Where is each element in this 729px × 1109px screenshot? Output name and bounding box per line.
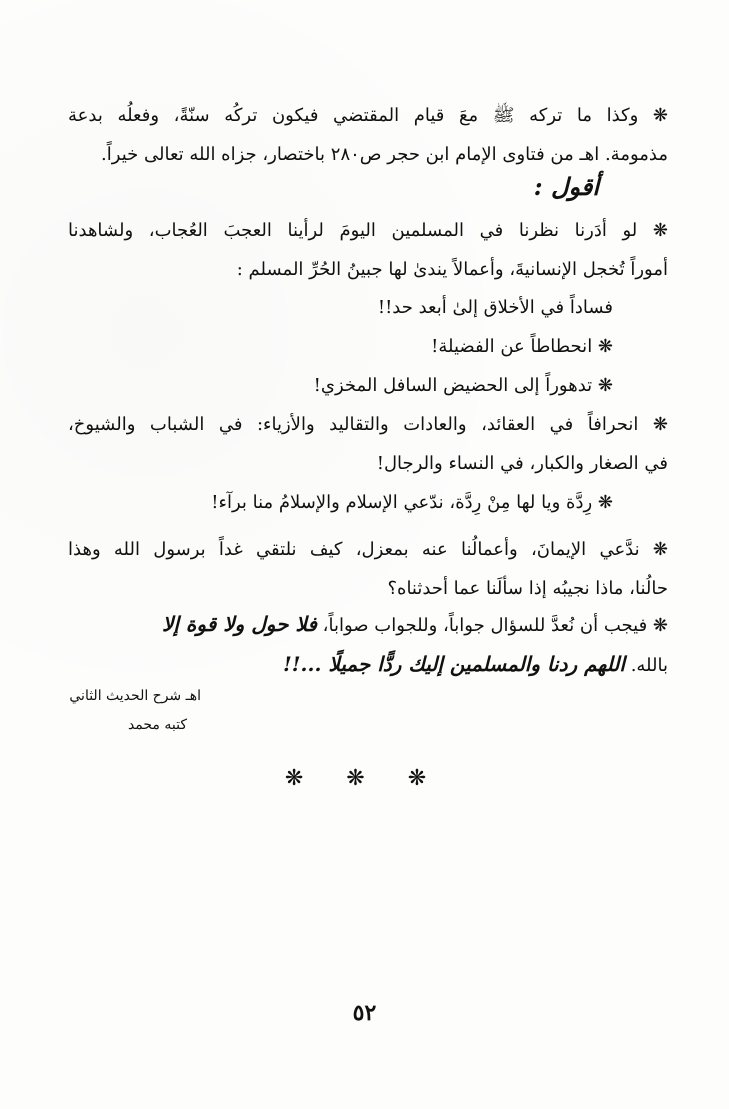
- para6-line-2: [68, 645, 668, 685]
- paragraph-3: [68, 405, 668, 483]
- list-item: ❋ انحطاطاً عن الفضيلة!: [431, 336, 613, 357]
- paragraph-2: [68, 211, 668, 289]
- list-item: فساداً في الأخلاق إلىٰ أبعد حد!!: [377, 297, 613, 318]
- para3-line-1: ❋ انحرافاً في العقائد، والعادات والتقاليد والأزياء: في الشباب والشيوخ،: [68, 414, 668, 435]
- list-item: ❋ تدهوراً إلى الحضيض السافل المخزي!: [313, 375, 613, 396]
- para6-line-1-text: ❋ فيجب أن نُعدَّ للسؤال جواباً، وللجواب صواباً،: [322, 615, 668, 636]
- para6-line-2-text: بالله.: [630, 655, 668, 676]
- para5-line-1: ❋ ندَّعي الإيمانَ، وأعمالُنا عنه بمعزل، كيف نلتقي غداً برسول الله وهذا: [68, 539, 668, 560]
- para2-line-1: ❋ لو أدَرنا نظرنا في المسلمين اليومَ لرأينا العجبَ العُجاب، ولشاهدنا: [68, 220, 668, 241]
- para6-line-2-calligraphy: اللهم ردنا والمسلمين إليك ردًّا جميلًا ...!!: [282, 652, 625, 676]
- para5-line-2: حالُنا، ماذا نجيبُه إذا سألَنا عما أحدثناه؟: [387, 578, 668, 599]
- para6-line-1-calligraphy: فلا حول ولا قوة إلا: [161, 612, 317, 636]
- signoff-line-2: كتبه محمد: [127, 717, 187, 733]
- signoff-line-1: اهـ شرح الحديث الثاني: [69, 688, 201, 704]
- intro-paragraph: [68, 96, 668, 174]
- section-heading: أقول :: [533, 172, 599, 201]
- section-separator: ❋ ❋ ❋: [284, 766, 445, 791]
- paragraph-4: [211, 483, 613, 522]
- para6-line-1: [68, 605, 668, 645]
- para4-line: ❋ رِدَّة ويا لها مِنْ رِدَّة، ندّعي الإسلام والإسلامُ منا برآء!: [211, 492, 613, 513]
- paragraph-6: [68, 605, 668, 685]
- intro-line-1: ❋ وكذا ما تركه ﷺ معَ قيام المقتضي فيكون تركُه سنّةً، وفعلُه بدعة: [68, 105, 668, 126]
- para3-line-2: في الصغار والكبار، في النساء والرجال!: [376, 453, 668, 474]
- page-number: ٥٢: [352, 1000, 377, 1026]
- intro-line-2: مذمومة. اهـ من فتاوى الإمام ابن حجر ص٢٨٠ باختصار، جزاه الله تعالى خيراً.: [101, 144, 668, 165]
- bullet-list: [314, 288, 613, 405]
- paragraph-5: [68, 530, 668, 608]
- para2-line-2: أموراً تُخجل الإنسانيةَ، وأعمالاً يندىٰ لها جبينُ الحُرِّ المسلم :: [236, 259, 668, 280]
